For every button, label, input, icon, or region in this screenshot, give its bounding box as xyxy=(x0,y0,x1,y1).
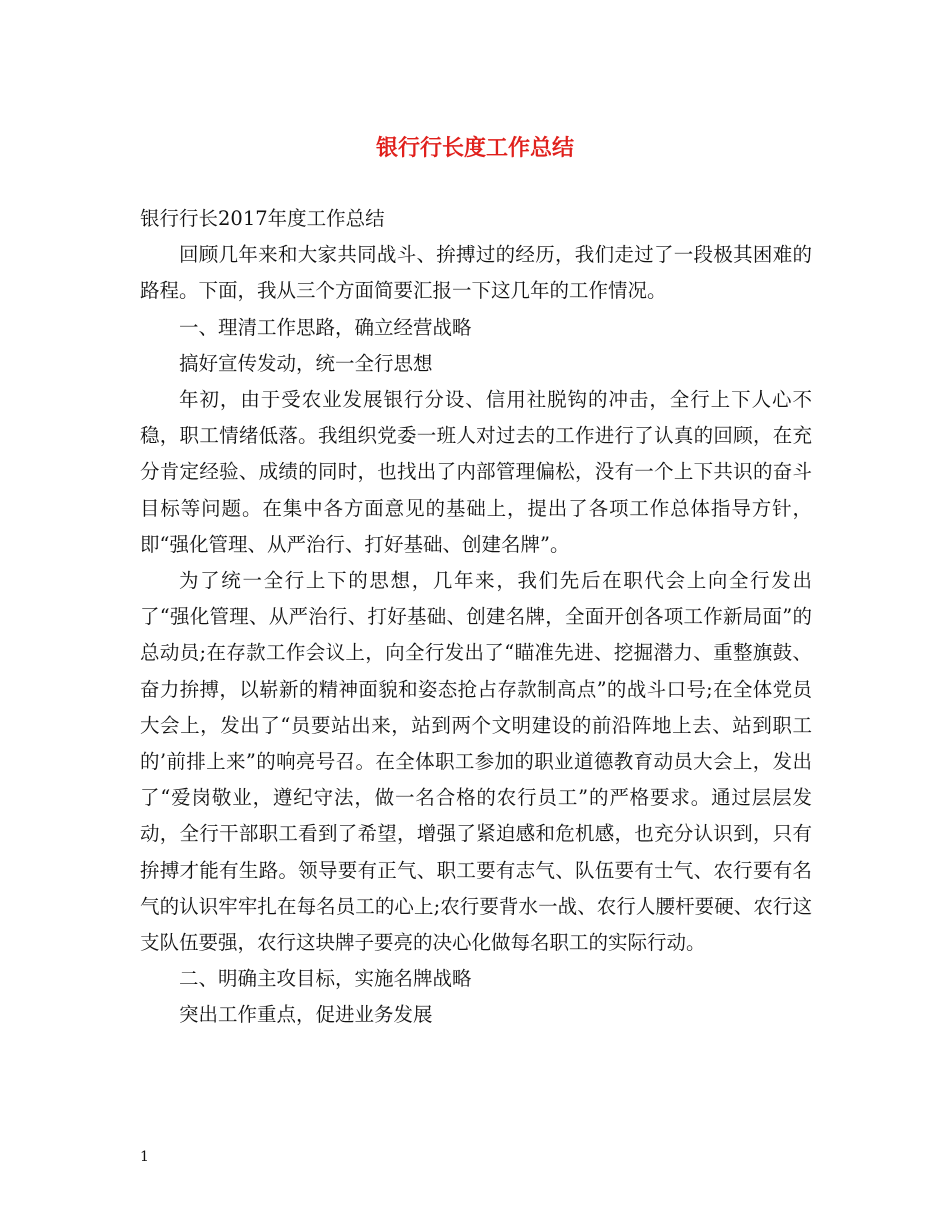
section-heading-1: 一、理清工作思路，确立经营战略 xyxy=(179,315,472,339)
page-number: 1 xyxy=(140,1149,149,1165)
document-body xyxy=(140,201,812,1034)
paragraph-background: 年初，由于受农业发展银行分设、信用社脱钩的冲击，全行上下人心不稳，职工情绪低落。我组织党委一班人对过去的工作进行了认真的回顾，在充分肯定经验、成绩的同时，也找出了内部管理偏松，没有一个上下共识的奋斗目标等问题。在集中各方面意见的基础上，提出了各项工作总体指导方针，即“强化管理、从严治行、打好基础、创建名牌”。 xyxy=(140,388,812,556)
document-title: 银行行长度工作总结 xyxy=(375,135,574,161)
paragraph-intro: 回顾几年来和大家共同战斗、拚搏过的经历，我们走过了一段极其困难的路程。下面，我从三个方面简要汇报一下这几年的工作情况。 xyxy=(140,243,812,303)
document-subtitle: 银行行长2017年度工作总结 xyxy=(140,207,385,230)
subsection-heading-1: 搞好宣传发动，统一全行思想 xyxy=(179,351,433,375)
section-heading-2: 二、明确主攻目标，实施名牌战略 xyxy=(179,967,472,991)
subsection-heading-2: 突出工作重点，促进业务发展 xyxy=(179,1003,433,1027)
paragraph-mobilization: 为了统一全行上下的思想，几年来，我们先后在职代会上向全行发出了“强化管理、从严治行、打好基础、创建名牌，全面开创各项工作新局面”的总动员;在存款工作会议上，向全行发出了“瞄准先进、挖掘潜力、重整旗鼓、奋力拚搏，以崭新的精神面貌和姿态抢占存款制高点”的战斗口号;在全体党员大会上，发出了“员要站出来，站到两个文明建设的前沿阵地上去、站到职工的’前排上来”的响亮号召。在全体职工参加的职业道德教育动员大会上，发出了“爱岗敬业，遵纪守法，做一名合格的农行员工”的严格要求。通过层层发动，全行干部职工看到了希望，增强了紧迫感和危机感，也充分认识到，只有拚搏才能有生路。领导要有正气、职工要有志气、队伍要有士气、农行要有名气的认识牢牢扎在每名员工的心上;农行要背水一战、农行人腰杆要硬、农行这支队伍要强，农行这块牌子要亮的决心化做每名职工的实际行动。 xyxy=(140,569,812,955)
